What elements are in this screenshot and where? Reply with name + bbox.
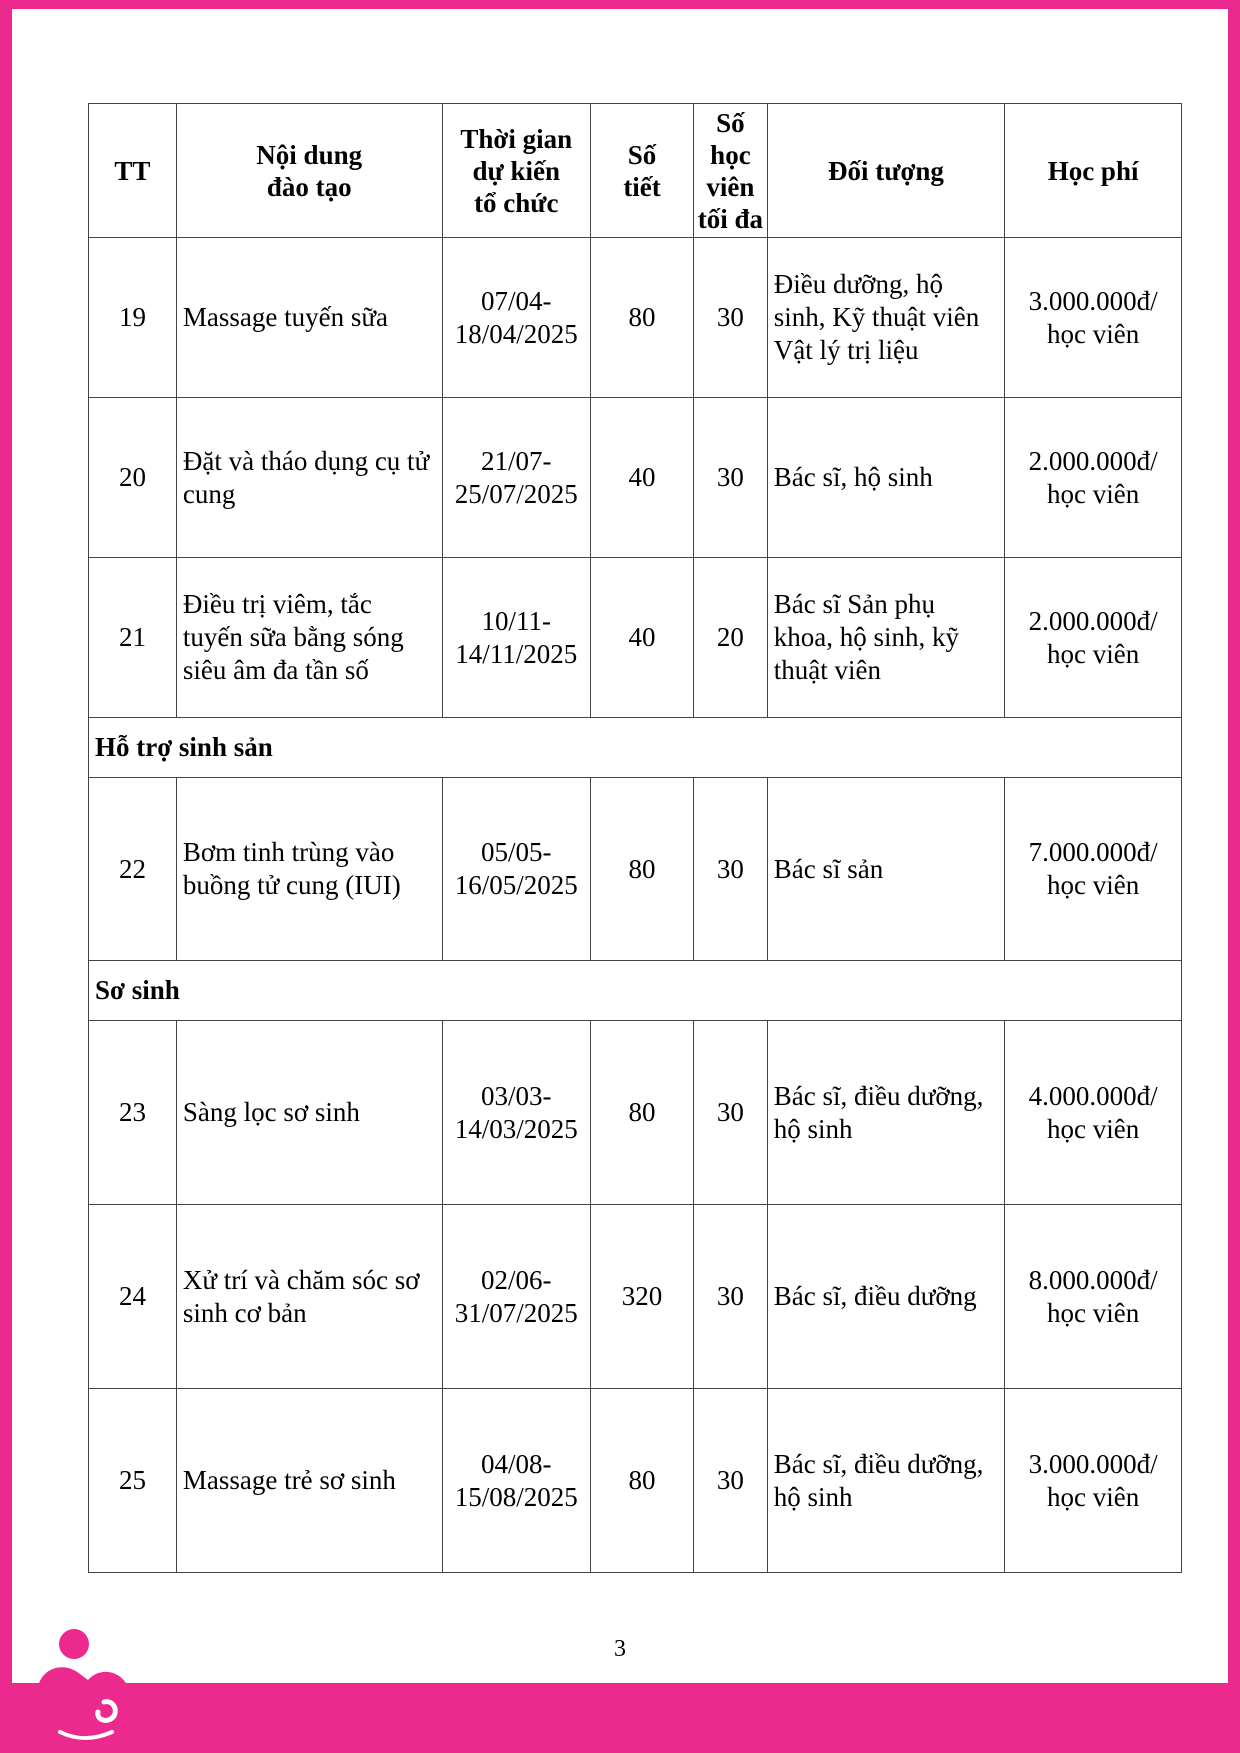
row-time: 05/05- 16/05/2025 [442,778,590,961]
row-tt: 24 [89,1205,177,1389]
row-content: Massage trẻ sơ sinh [176,1389,442,1573]
row-periods: 80 [591,1021,694,1205]
header-content [176,104,442,238]
header-row [89,104,1182,238]
frame-top-border [0,0,1240,9]
table-row [89,778,1182,961]
section-row [89,718,1182,778]
table-row [89,558,1182,718]
row-fee: 4.000.000đ/ học viên [1005,1021,1182,1205]
row-content: Điều trị viêm, tắc tuyến sữa bằng sóng siêu âm đa tần số [176,558,442,718]
row-periods: 80 [591,238,694,398]
row-time: 21/07- 25/07/2025 [442,398,590,558]
row-content: Đặt và tháo dụng cụ tử cung [176,398,442,558]
row-tt: 22 [89,778,177,961]
header-content-text: Nội dung đào tạo [256,139,363,202]
row-fee: 7.000.000đ/ học viên [1005,778,1182,961]
header-periods [591,104,694,238]
row-tt: 23 [89,1021,177,1205]
row-content: Sàng lọc sơ sinh [176,1021,442,1205]
frame-left-border [0,0,12,1753]
header-time [442,104,590,238]
row-max-students: 30 [694,1389,768,1573]
row-tt: 25 [89,1389,177,1573]
row-periods: 40 [591,558,694,718]
row-periods: 80 [591,778,694,961]
section-title-newborn: Sơ sinh [89,961,1182,1021]
frame-right-border [1228,0,1240,1753]
row-target: Bác sĩ sản [767,778,1004,961]
row-fee: 8.000.000đ/ học viên [1005,1205,1182,1389]
row-target: Bác sĩ, điều dưỡng, hộ sinh [767,1389,1004,1573]
row-target: Bác sĩ Sản phụ khoa, hộ sinh, kỹ thuật viên [767,558,1004,718]
hospital-logo-icon [20,1614,148,1753]
header-periods-text: Số tiết [623,139,661,202]
section-row-reproductive [89,718,1182,778]
table-body-obstetrics [89,238,1182,718]
row-periods: 320 [591,1205,694,1389]
table-body-newborn [89,1021,1182,1573]
table-row [89,1021,1182,1205]
row-time: 02/06- 31/07/2025 [442,1205,590,1389]
row-time: 04/08- 15/08/2025 [442,1389,590,1573]
row-target: Bác sĩ, hộ sinh [767,398,1004,558]
table-row [89,1205,1182,1389]
section-row [89,961,1182,1021]
row-content: Xử trí và chăm sóc sơ sinh cơ bản [176,1205,442,1389]
table-body-reproductive [89,778,1182,961]
row-periods: 80 [591,1389,694,1573]
row-content: Bơm tinh trùng vào buồng tử cung (IUI) [176,778,442,961]
row-time: 07/04- 18/04/2025 [442,238,590,398]
row-max-students: 30 [694,238,768,398]
row-fee: 3.000.000đ/ học viên [1005,1389,1182,1573]
header-target: Đối tượng [767,104,1004,238]
table-row [89,1389,1182,1573]
row-fee: 2.000.000đ/ học viên [1005,398,1182,558]
row-content: Massage tuyến sữa [176,238,442,398]
row-tt: 19 [89,238,177,398]
table-row [89,398,1182,558]
row-tt: 20 [89,398,177,558]
row-target: Điều dưỡng, hộ sinh, Kỹ thuật viên Vật lý trị liệu [767,238,1004,398]
section-row-newborn [89,961,1182,1021]
row-fee: 2.000.000đ/ học viên [1005,558,1182,718]
row-target: Bác sĩ, điều dưỡng [767,1205,1004,1389]
section-title-reproductive: Hỗ trợ sinh sản [89,718,1182,778]
header-time-text: Thời gian dự kiến tổ chức [460,123,573,218]
row-max-students: 20 [694,558,768,718]
header-max-students [694,104,768,238]
training-schedule-table [88,103,1182,1573]
header-max-students-text: Số học viên tối đa [697,107,764,234]
header-fee: Học phí [1005,104,1182,238]
row-max-students: 30 [694,778,768,961]
row-max-students: 30 [694,1021,768,1205]
header-tt: TT [89,104,177,238]
row-tt: 21 [89,558,177,718]
row-max-students: 30 [694,398,768,558]
row-target: Bác sĩ, điều dưỡng, hộ sinh [767,1021,1004,1205]
footer-band [0,1683,1240,1753]
row-fee: 3.000.000đ/ học viên [1005,238,1182,398]
row-time: 03/03- 14/03/2025 [442,1021,590,1205]
page-number: 3 [614,1636,626,1662]
row-time: 10/11- 14/11/2025 [442,558,590,718]
row-periods: 40 [591,398,694,558]
table-row [89,238,1182,398]
row-max-students: 30 [694,1205,768,1389]
